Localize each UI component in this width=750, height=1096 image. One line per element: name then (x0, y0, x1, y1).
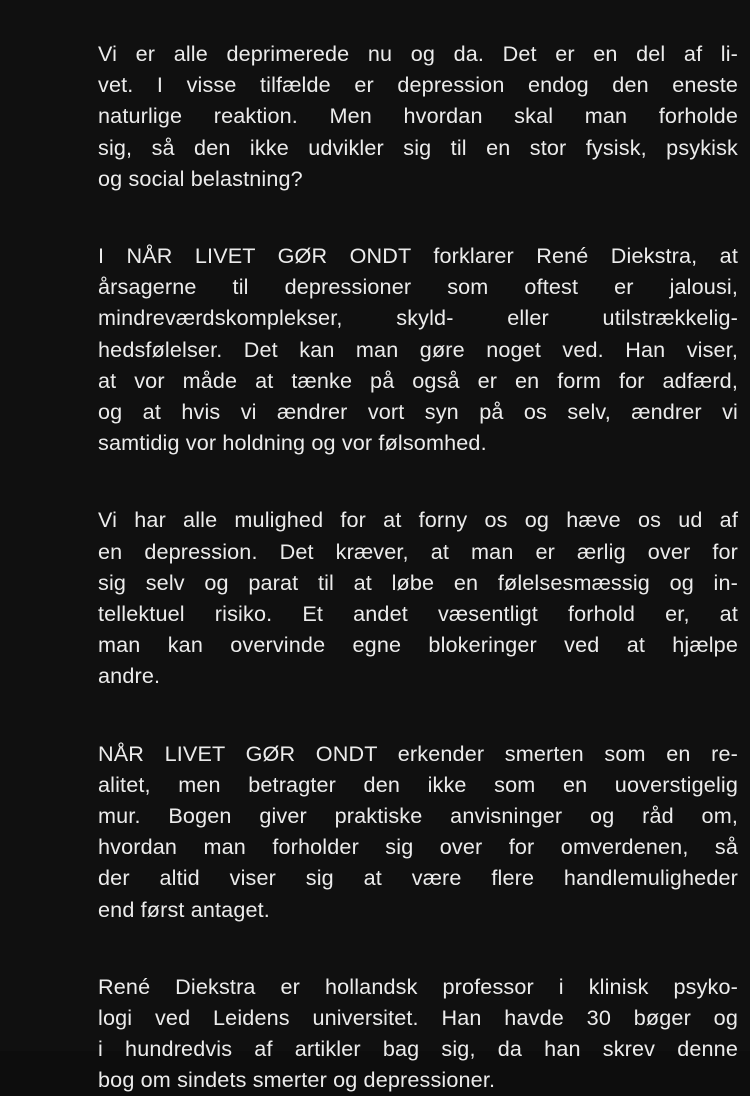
text-line: sig, så den ikke udvikler sig til en stor fysisk, psykisk (98, 134, 738, 160)
text-line: alitet, men betragter den ikke som en uoverstigelig (98, 771, 738, 797)
text-line: årsagerne til depressioner som oftest er jalousi, (98, 274, 738, 300)
text-line: vet. I visse tilfælde er depression endog den eneste (98, 72, 738, 98)
text-line: René Diekstra er hollandsk professor i klinisk psyko- (98, 973, 738, 999)
paragraph-book-guidance (98, 738, 738, 925)
text-line: at vor måde at tænke på også er en form for adfærd, (98, 367, 738, 393)
text-line: sig selv og parat til at løbe en følelsesmæssig og in- (98, 569, 738, 595)
paragraph-renewal (98, 504, 738, 691)
text-line: I NÅR LIVET GØR ONDT forklarer René Diekstra, at (98, 243, 738, 269)
text-line: Vi har alle mulighed for at forny os og hæve os ud af (98, 507, 738, 533)
text-line: og social belastning? (98, 165, 303, 191)
text-line: hedsfølelser. Det kan man gøre noget ved. Han viser, (98, 336, 738, 362)
text-line: mindreværdskomplekser, skyld- eller utilstrækkelig- (98, 305, 738, 331)
text-line: tellektuel risiko. Et andet væsentligt forhold er, at (98, 601, 738, 627)
text-line: naturlige reaktion. Men hvordan skal man forholde (98, 103, 738, 129)
text-line: NÅR LIVET GØR ONDT erkender smerten som en re- (98, 740, 738, 766)
text-line: hvordan man forholder sig over for omverdenen, så (98, 834, 738, 860)
text-line: Vi er alle deprimerede nu og da. Det er en del af li- (98, 41, 738, 66)
text-line: en depression. Det kræver, at man er ærlig over for (98, 538, 738, 564)
paragraph-causes (98, 240, 738, 458)
text-line: logi ved Leidens universitet. Han havde 30 bøger og (98, 1005, 738, 1031)
paragraph-author-bio (98, 971, 738, 1096)
paragraph-intro (98, 38, 738, 194)
text-line: end først antaget. (98, 896, 270, 922)
text-line: man kan overvinde egne blokeringer ved at hjælpe (98, 632, 738, 658)
text-line: bog om sindets smerter og depressioner. (98, 1067, 496, 1093)
text-line: andre. (98, 663, 161, 689)
text-line: i hundredvis af artikler bag sig, da han skrev denne (98, 1036, 738, 1062)
text-line: mur. Bogen giver praktiske anvisninger og råd om, (98, 803, 738, 829)
text-line: der altid viser sig at være flere handlemuligheder (98, 865, 738, 891)
text-line: og at hvis vi ændrer vort syn på os selv, ændrer vi (98, 399, 738, 425)
text-line: samtidig vor holdning og vor følsomhed. (98, 430, 487, 456)
